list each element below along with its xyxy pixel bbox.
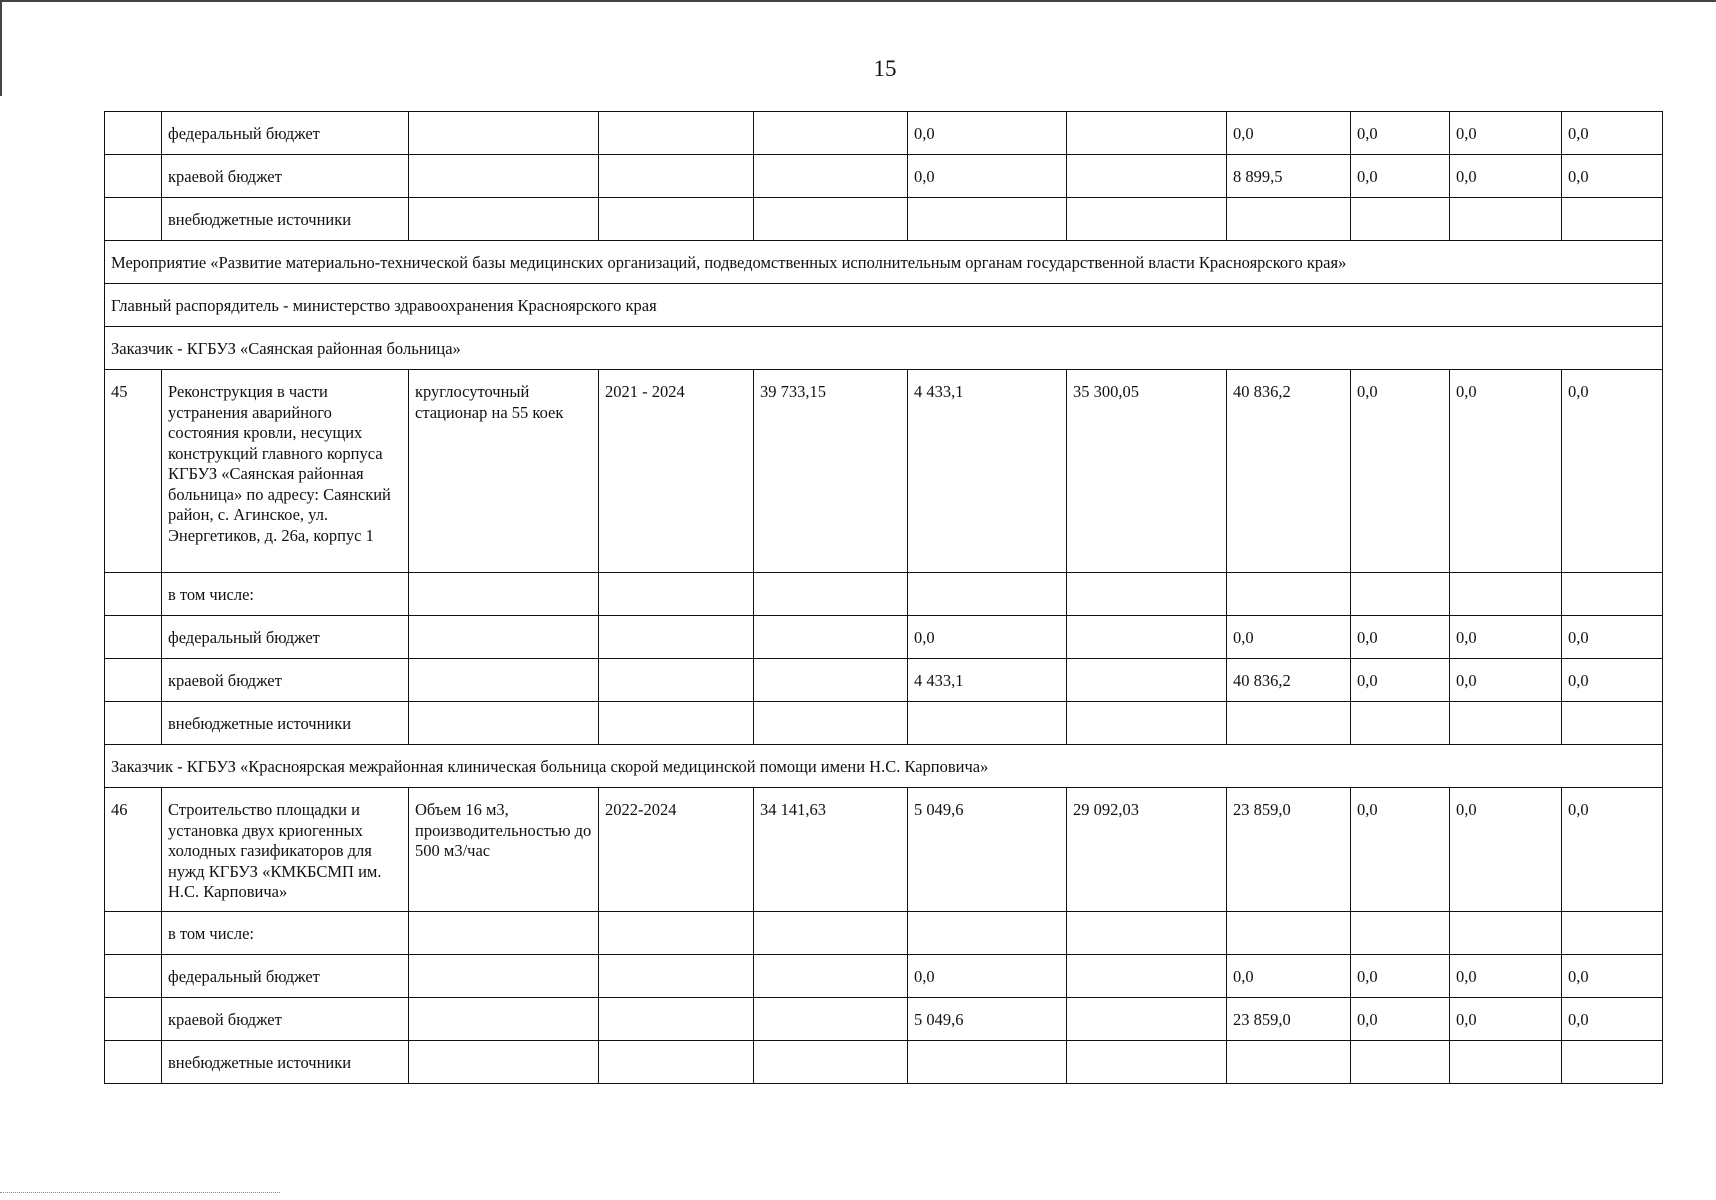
capacity-cell (409, 112, 599, 155)
scan-border-top (0, 0, 1716, 2)
total-cost-cell (754, 702, 908, 745)
table-row (105, 659, 1663, 702)
period-cell (599, 659, 754, 702)
value-cell-6: 0,0 (1562, 370, 1663, 573)
period-cell (599, 616, 754, 659)
total-cost-cell (754, 112, 908, 155)
total-cost-cell (754, 616, 908, 659)
period-cell (599, 702, 754, 745)
value-cell-4 (1351, 573, 1450, 616)
table-row (105, 1041, 1663, 1084)
value-cell-5: 0,0 (1450, 370, 1562, 573)
row-name-cell: федеральный бюджет (162, 616, 409, 659)
value-cell-1: 4 433,1 (908, 370, 1067, 573)
value-cell-6 (1562, 198, 1663, 241)
value-cell-3: 8 899,5 (1227, 155, 1351, 198)
value-cell-5 (1450, 912, 1562, 955)
value-cell-5 (1450, 198, 1562, 241)
value-cell-1 (908, 1041, 1067, 1084)
capacity-cell (409, 616, 599, 659)
capacity-cell: круглосуточный стационар на 55 коек (409, 370, 599, 573)
total-cost-cell (754, 155, 908, 198)
value-cell-3: 0,0 (1227, 616, 1351, 659)
section-header-row (105, 327, 1663, 370)
row-name-cell: внебюджетные источники (162, 1041, 409, 1084)
value-cell-1: 0,0 (908, 112, 1067, 155)
period-cell (599, 998, 754, 1041)
value-cell-6: 0,0 (1562, 112, 1663, 155)
period-cell (599, 155, 754, 198)
value-cell-6 (1562, 1041, 1663, 1084)
value-cell-1: 0,0 (908, 955, 1067, 998)
value-cell-3 (1227, 198, 1351, 241)
value-cell-4: 0,0 (1351, 155, 1450, 198)
value-cell-2 (1067, 1041, 1227, 1084)
value-cell-5 (1450, 702, 1562, 745)
value-cell-6: 0,0 (1562, 155, 1663, 198)
row-name-cell: в том числе: (162, 912, 409, 955)
capacity-cell (409, 702, 599, 745)
value-cell-1: 4 433,1 (908, 659, 1067, 702)
value-cell-1 (908, 912, 1067, 955)
capacity-cell (409, 912, 599, 955)
period-cell (599, 912, 754, 955)
total-cost-cell: 39 733,15 (754, 370, 908, 573)
capacity-cell: Объем 16 м3, производительностью до 500 м3/час (409, 788, 599, 912)
value-cell-6: 0,0 (1562, 659, 1663, 702)
value-cell-4: 0,0 (1351, 955, 1450, 998)
value-cell-3: 23 859,0 (1227, 788, 1351, 912)
row-name-cell: в том числе: (162, 573, 409, 616)
value-cell-2 (1067, 155, 1227, 198)
total-cost-cell: 34 141,63 (754, 788, 908, 912)
table-body (105, 112, 1663, 1084)
budget-table (104, 111, 1663, 1084)
table-row (105, 702, 1663, 745)
value-cell-6 (1562, 702, 1663, 745)
value-cell-2 (1067, 112, 1227, 155)
value-cell-2 (1067, 573, 1227, 616)
value-cell-2 (1067, 955, 1227, 998)
value-cell-2 (1067, 198, 1227, 241)
value-cell-1 (908, 198, 1067, 241)
table-row (105, 112, 1663, 155)
value-cell-2 (1067, 659, 1227, 702)
table-row (105, 998, 1663, 1041)
capacity-cell (409, 573, 599, 616)
table-row (105, 912, 1663, 955)
period-cell: 2022-2024 (599, 788, 754, 912)
value-cell-4 (1351, 1041, 1450, 1084)
capacity-cell (409, 1041, 599, 1084)
total-cost-cell (754, 659, 908, 702)
section-header-text: Главный распорядитель - министерство здравоохранения Красноярского края (105, 284, 1663, 327)
period-cell (599, 573, 754, 616)
capacity-cell (409, 998, 599, 1041)
value-cell-6 (1562, 573, 1663, 616)
row-name-cell: Строительство площадки и установка двух криогенных холодных газификаторов для нужд КГБУЗ «КМКБСМП им. Н.С. Карповича» (162, 788, 409, 912)
value-cell-1: 0,0 (908, 616, 1067, 659)
value-cell-4 (1351, 198, 1450, 241)
row-number-cell (105, 1041, 162, 1084)
project-row (105, 788, 1663, 912)
section-header-text: Заказчик - КГБУЗ «Красноярская межрайонная клиническая больница скорой медицинской помощи имени Н.С. Карповича» (105, 745, 1663, 788)
value-cell-5 (1450, 573, 1562, 616)
total-cost-cell (754, 955, 908, 998)
value-cell-5: 0,0 (1450, 616, 1562, 659)
capacity-cell (409, 155, 599, 198)
period-cell (599, 112, 754, 155)
value-cell-5: 0,0 (1450, 955, 1562, 998)
row-name-cell: внебюджетные источники (162, 702, 409, 745)
row-number-cell (105, 955, 162, 998)
value-cell-3 (1227, 702, 1351, 745)
row-name-cell: краевой бюджет (162, 659, 409, 702)
project-row (105, 370, 1663, 573)
row-number-cell (105, 912, 162, 955)
value-cell-3 (1227, 912, 1351, 955)
value-cell-2 (1067, 702, 1227, 745)
value-cell-1 (908, 573, 1067, 616)
value-cell-2 (1067, 998, 1227, 1041)
value-cell-3 (1227, 573, 1351, 616)
capacity-cell (409, 659, 599, 702)
value-cell-1: 5 049,6 (908, 788, 1067, 912)
value-cell-3: 0,0 (1227, 112, 1351, 155)
total-cost-cell (754, 998, 908, 1041)
row-number-cell (105, 998, 162, 1041)
value-cell-1: 0,0 (908, 155, 1067, 198)
value-cell-3: 23 859,0 (1227, 998, 1351, 1041)
value-cell-6: 0,0 (1562, 788, 1663, 912)
value-cell-4 (1351, 912, 1450, 955)
total-cost-cell (754, 912, 908, 955)
period-cell (599, 198, 754, 241)
row-name-cell: федеральный бюджет (162, 955, 409, 998)
value-cell-4: 0,0 (1351, 998, 1450, 1041)
period-cell (599, 955, 754, 998)
value-cell-4: 0,0 (1351, 112, 1450, 155)
value-cell-6: 0,0 (1562, 955, 1663, 998)
value-cell-3: 40 836,2 (1227, 659, 1351, 702)
section-header-text: Мероприятие «Развитие материально-технической базы медицинских организаций, подведомственных исполнительным органам государственной власти Красноярского края» (105, 241, 1663, 284)
value-cell-5: 0,0 (1450, 998, 1562, 1041)
value-cell-5: 0,0 (1450, 788, 1562, 912)
value-cell-2: 29 092,03 (1067, 788, 1227, 912)
value-cell-6: 0,0 (1562, 616, 1663, 659)
page-number: 15 (873, 56, 897, 81)
value-cell-4 (1351, 702, 1450, 745)
row-number-cell (105, 616, 162, 659)
value-cell-6: 0,0 (1562, 998, 1663, 1041)
section-header-row (105, 745, 1663, 788)
table-row (105, 573, 1663, 616)
row-number-cell: 46 (105, 788, 162, 912)
section-header-row (105, 241, 1663, 284)
value-cell-2 (1067, 616, 1227, 659)
value-cell-4: 0,0 (1351, 616, 1450, 659)
row-name-cell: краевой бюджет (162, 998, 409, 1041)
table-row (105, 616, 1663, 659)
row-number-cell (105, 198, 162, 241)
value-cell-4: 0,0 (1351, 370, 1450, 573)
value-cell-4: 0,0 (1351, 659, 1450, 702)
value-cell-3: 0,0 (1227, 955, 1351, 998)
scan-border-bottom (0, 1192, 280, 1194)
value-cell-5: 0,0 (1450, 155, 1562, 198)
row-number-cell (105, 112, 162, 155)
value-cell-6 (1562, 912, 1663, 955)
row-name-cell: федеральный бюджет (162, 112, 409, 155)
value-cell-2 (1067, 912, 1227, 955)
total-cost-cell (754, 198, 908, 241)
total-cost-cell (754, 573, 908, 616)
value-cell-4: 0,0 (1351, 788, 1450, 912)
table-row (105, 198, 1663, 241)
value-cell-5 (1450, 1041, 1562, 1084)
row-number-cell (105, 702, 162, 745)
section-header-text: Заказчик - КГБУЗ «Саянская районная больница» (105, 327, 1663, 370)
value-cell-5: 0,0 (1450, 112, 1562, 155)
value-cell-1 (908, 702, 1067, 745)
row-name-cell: Реконструкция в части устранения аварийного состояния кровли, несущих конструкций главного корпуса КГБУЗ «Саянская районная больница» по адресу: Саянский район, с. Агинское, ул. Энергетиков, д. 26а, корпус 1 (162, 370, 409, 573)
value-cell-3 (1227, 1041, 1351, 1084)
capacity-cell (409, 955, 599, 998)
row-number-cell (105, 659, 162, 702)
row-name-cell: внебюджетные источники (162, 198, 409, 241)
row-number-cell (105, 155, 162, 198)
value-cell-2: 35 300,05 (1067, 370, 1227, 573)
value-cell-5: 0,0 (1450, 659, 1562, 702)
capacity-cell (409, 198, 599, 241)
period-cell: 2021 - 2024 (599, 370, 754, 573)
section-header-row (105, 284, 1663, 327)
row-number-cell (105, 573, 162, 616)
period-cell (599, 1041, 754, 1084)
value-cell-3: 40 836,2 (1227, 370, 1351, 573)
row-number-cell: 45 (105, 370, 162, 573)
row-name-cell: краевой бюджет (162, 155, 409, 198)
table-row (105, 155, 1663, 198)
table-row (105, 955, 1663, 998)
total-cost-cell (754, 1041, 908, 1084)
value-cell-1: 5 049,6 (908, 998, 1067, 1041)
